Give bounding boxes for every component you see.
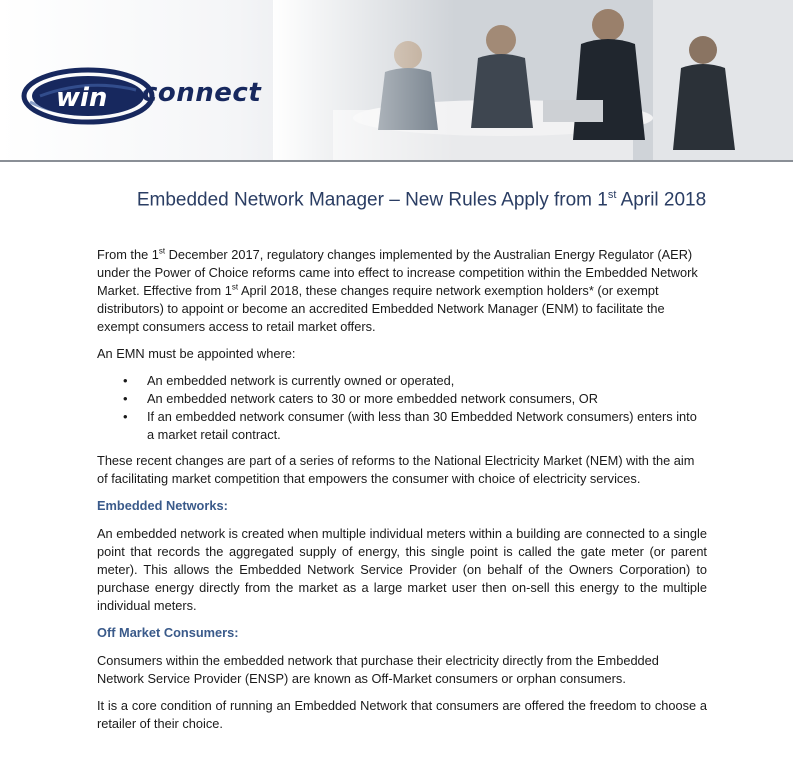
header-divider	[0, 160, 793, 162]
reforms-paragraph: These recent changes are part of a series of reforms to the National Electricity Market (NEM) with the aim of facilitating market competition that empowers the consumer with choice of electricity services.	[97, 453, 695, 486]
logo-connect-text: connect	[142, 78, 262, 108]
header-banner	[0, 0, 793, 162]
emn-conditions-list	[97, 372, 707, 444]
embedded-networks-paragraph: An embedded network is created when multiple individual meters within a building are connected to a single point that records the aggregated supply of energy, this single point is called the gate meter (or parent meter). This allows the Embedded Network Service Provider (on behalf of the Owners Corporation) to purchase energy directly from the market as a large market user then on-sell this energy to the multiple individual meters.	[97, 526, 707, 613]
off-market-paragraph: Consumers within the embedded network that purchase their electricity directly from the Embedded Network Service Provider (ENSP) are known as Off-Market consumers or orphan consumers.	[97, 653, 659, 686]
section-heading-off-market-consumers: Off Market Consumers:	[97, 625, 239, 640]
list-item: • If an embedded network consumer (with less than 30 Embedded Network consumers) enters into a market retail contract.	[123, 408, 707, 444]
core-condition-paragraph: It is a core condition of running an Embedded Network that consumers are offered the freedom to choose a retailer of their choice.	[97, 698, 707, 731]
list-item: • An embedded network is currently owned or operated,	[123, 372, 707, 390]
logo-win-text: win	[56, 83, 108, 113]
list-item: • An embedded network caters to 30 or more embedded network consumers, OR	[123, 390, 707, 408]
emn-intro: An EMN must be appointed where:	[97, 346, 296, 361]
document-body	[97, 246, 707, 742]
office-meeting-photo	[273, 0, 793, 162]
section-heading-embedded-networks: Embedded Networks:	[97, 498, 228, 513]
intro-paragraph: From the 1st December 2017, regulatory changes implemented by the Australian Energy Regulator (AER) under the Power of Choice reforms came into effect to increase competition within the Embedded Network Market. Effective from 1st April 2018, these changes require network exemption holders* (or exempt distributors) to appoint or become an accredited Embedded Network Manager (ENM) to facilitate the exempt consumers access to retail market offers.	[97, 246, 698, 334]
page-title: Embedded Network Manager – New Rules Apply from 1st April 2018	[136, 189, 707, 211]
